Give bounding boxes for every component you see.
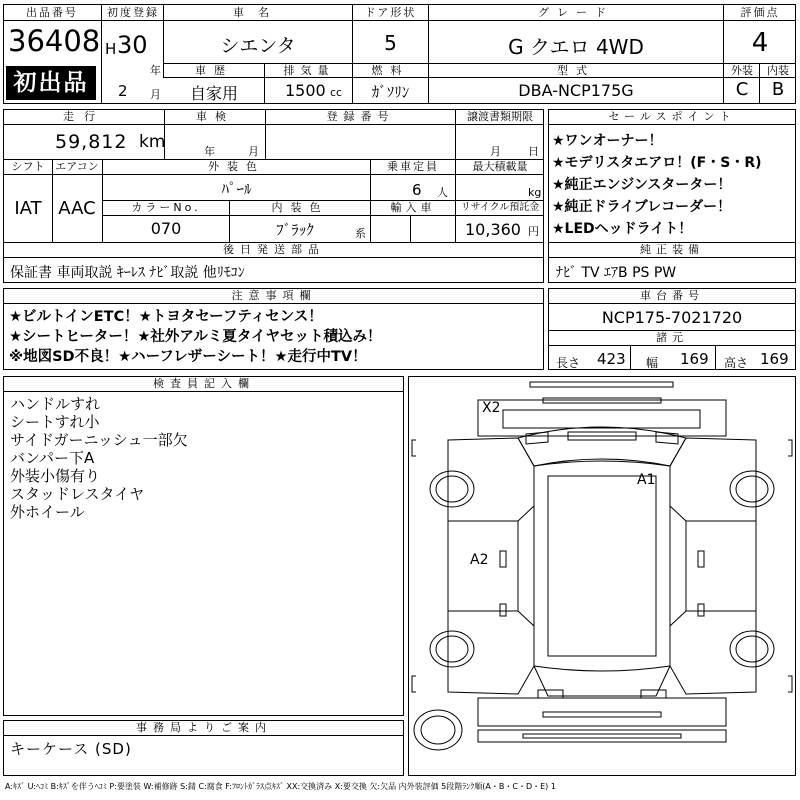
inspector-lines bbox=[10, 395, 188, 521]
inspector-line: ハンドルすれ bbox=[10, 395, 101, 413]
later-parts: 保証書 車両取説 ｷｰﾚｽ ﾅﾋﾞ取説 他ﾘﾓｺﾝ bbox=[10, 265, 245, 281]
import-label: 輸入車 bbox=[390, 201, 436, 214]
inspector-line: シートすれ小 bbox=[10, 413, 100, 431]
notes-label: 注意事項欄 bbox=[231, 289, 317, 302]
inspector-line: 外装小傷有り bbox=[10, 467, 101, 485]
later-parts-label: 後日発送部品 bbox=[223, 243, 325, 256]
interior-label: 内装 bbox=[767, 64, 789, 77]
inspection-label: 車検 bbox=[196, 110, 234, 123]
sales-points-list bbox=[552, 130, 762, 240]
damage-mark-x2: X2 bbox=[482, 400, 501, 416]
chassis-label: 車台番号 bbox=[640, 289, 704, 302]
mileage-label: 走行 bbox=[63, 110, 105, 123]
inspector-label: 検査員記入欄 bbox=[153, 377, 255, 390]
max-load-unit: kg bbox=[528, 186, 542, 199]
mileage: 59,812 bbox=[55, 131, 128, 153]
transfer-day-unit: 日 bbox=[528, 145, 539, 158]
equipment-text: ﾅﾋﾞ TV ｴｱB PS PW bbox=[556, 265, 677, 281]
shift: IAT bbox=[14, 198, 42, 219]
year-unit: 年 bbox=[150, 64, 161, 77]
car-name: シエンタ bbox=[220, 35, 296, 57]
note-line: ※地図SD不良！★ハーフレザーシート！★走行中TV！ bbox=[9, 349, 367, 365]
score: 4 bbox=[751, 28, 769, 58]
recycle-unit: 円 bbox=[528, 225, 539, 238]
displacement-unit: cc bbox=[330, 86, 343, 99]
model: DBA-NCP175G bbox=[518, 81, 634, 100]
grade-label: グレード bbox=[538, 6, 614, 19]
ext-color-label: 外装色 bbox=[208, 160, 265, 173]
height-label: 高さ bbox=[724, 356, 749, 370]
recycle: 10,360 bbox=[465, 220, 521, 239]
shift-label: シフト bbox=[11, 160, 45, 173]
note-line: ★ビルトインETC！★トヨタセーフティセンス！ bbox=[9, 309, 323, 325]
int-color: ﾌﾞﾗｯｸ bbox=[276, 221, 314, 239]
damage-mark-a1: A1 bbox=[637, 472, 656, 488]
door-label: ドア形状 bbox=[364, 6, 417, 19]
first-reg-label: 初度登録 bbox=[107, 6, 159, 19]
width: 169 bbox=[680, 350, 709, 368]
int-color-label: 内装色 bbox=[271, 201, 329, 214]
length: 423 bbox=[597, 350, 626, 368]
note-line: ★シートヒーター！★社外アルミ夏タイヤセット積込み！ bbox=[9, 329, 382, 345]
history-label: 車歴 bbox=[195, 64, 233, 77]
mileage-unit: km bbox=[139, 132, 166, 152]
interior-grade: B bbox=[771, 79, 785, 100]
reg-number-label: 登録番号 bbox=[326, 110, 395, 123]
chassis-number: NCP175-7021720 bbox=[601, 308, 743, 327]
office-text: キーケース (SD) bbox=[10, 740, 132, 758]
sales-point-item: ★LEDヘッドライト！ bbox=[552, 221, 693, 237]
int-color-suffix: 系 bbox=[355, 227, 366, 240]
first-listing-badge: 初出品 bbox=[6, 66, 96, 100]
doors: 5 bbox=[384, 31, 397, 55]
damage-mark-a2: A2 bbox=[470, 552, 489, 568]
transfer-label: 譲渡書類期限 bbox=[467, 110, 533, 123]
sales-points-label: セールスポイント bbox=[608, 110, 736, 123]
lot-label: 出品番号 bbox=[26, 6, 78, 19]
month: 2 bbox=[118, 82, 128, 100]
lot-number: 36408 bbox=[8, 24, 101, 58]
sales-point-item: ★モデリスタエアロ！(F・S・R) bbox=[552, 155, 762, 171]
year: 30 bbox=[117, 31, 148, 59]
model-label: 型式 bbox=[557, 64, 595, 77]
office-label: 事務局よりご案内 bbox=[136, 721, 272, 734]
capacity-label: 乗車定員 bbox=[387, 160, 439, 173]
notes-lines bbox=[9, 307, 382, 367]
era: H bbox=[105, 40, 117, 58]
inspector-line: バンパー下A bbox=[10, 449, 95, 467]
equipment-label: 純正装備 bbox=[640, 243, 704, 256]
ext-color: ﾊﾟｰﾙ bbox=[221, 180, 252, 198]
displacement-label: 排気量 bbox=[283, 64, 335, 77]
fuel-label: 燃料 bbox=[371, 64, 410, 77]
exterior-grade: C bbox=[735, 79, 749, 100]
recycle-label: リサイクル預託金 bbox=[460, 202, 540, 213]
inspector-line: 外ホイール bbox=[10, 503, 85, 521]
inspection-month-unit: 月 bbox=[248, 145, 259, 158]
car-diagram bbox=[408, 376, 796, 776]
color-no: 070 bbox=[150, 219, 182, 238]
score-label: 評価点 bbox=[740, 6, 780, 19]
max-load-label: 最大積載量 bbox=[472, 160, 528, 173]
sales-point-item: ★ワンオーナー！ bbox=[552, 133, 663, 149]
sales-point-item: ★純正エンジンスターター！ bbox=[552, 177, 732, 193]
color-no-label: カラーNo. bbox=[131, 201, 201, 214]
sales-point-item: ★純正ドライブレコーダー！ bbox=[552, 199, 732, 215]
inspector-line: スタッドレスタイヤ bbox=[10, 485, 145, 503]
aircon: AAC bbox=[58, 198, 96, 219]
grade: G クエロ 4WD bbox=[508, 35, 644, 59]
displacement: 1500 bbox=[285, 81, 326, 100]
capacity-unit: 人 bbox=[437, 186, 448, 199]
exterior-label: 外装 bbox=[731, 64, 753, 77]
footer-legend: A:ｷｽﾞ U:ﾍｺﾐ B:ｷｽﾞを伴うﾍｺﾐ P:要塗装 W:補修跡 S:錆 C:腐食 F:ﾌﾛﾝﾄｶﾞﾗｽ点ｷｽﾞ XX:交換済み X:要交換 欠:欠品 内外装評価 5段階ﾗﾝｸ順(A・B・C・D・E) 1 bbox=[5, 782, 556, 791]
length-label: 長さ bbox=[556, 356, 581, 370]
capacity: 6 bbox=[412, 181, 422, 199]
height: 169 bbox=[760, 350, 789, 368]
car-name-label: 車名 bbox=[233, 6, 283, 19]
fuel: ｶﾞｿﾘﾝ bbox=[371, 83, 410, 101]
inspection-year-unit: 年 bbox=[204, 145, 215, 158]
width-label: 幅 bbox=[646, 356, 659, 370]
history: 自家用 bbox=[189, 84, 238, 103]
inspector-line: サイドガーニッシュ一部欠 bbox=[10, 431, 188, 449]
transfer-month-unit: 月 bbox=[490, 145, 501, 158]
month-unit: 月 bbox=[150, 88, 161, 101]
specs-label: 諸元 bbox=[656, 331, 688, 344]
aircon-label: エアコン bbox=[55, 160, 99, 173]
